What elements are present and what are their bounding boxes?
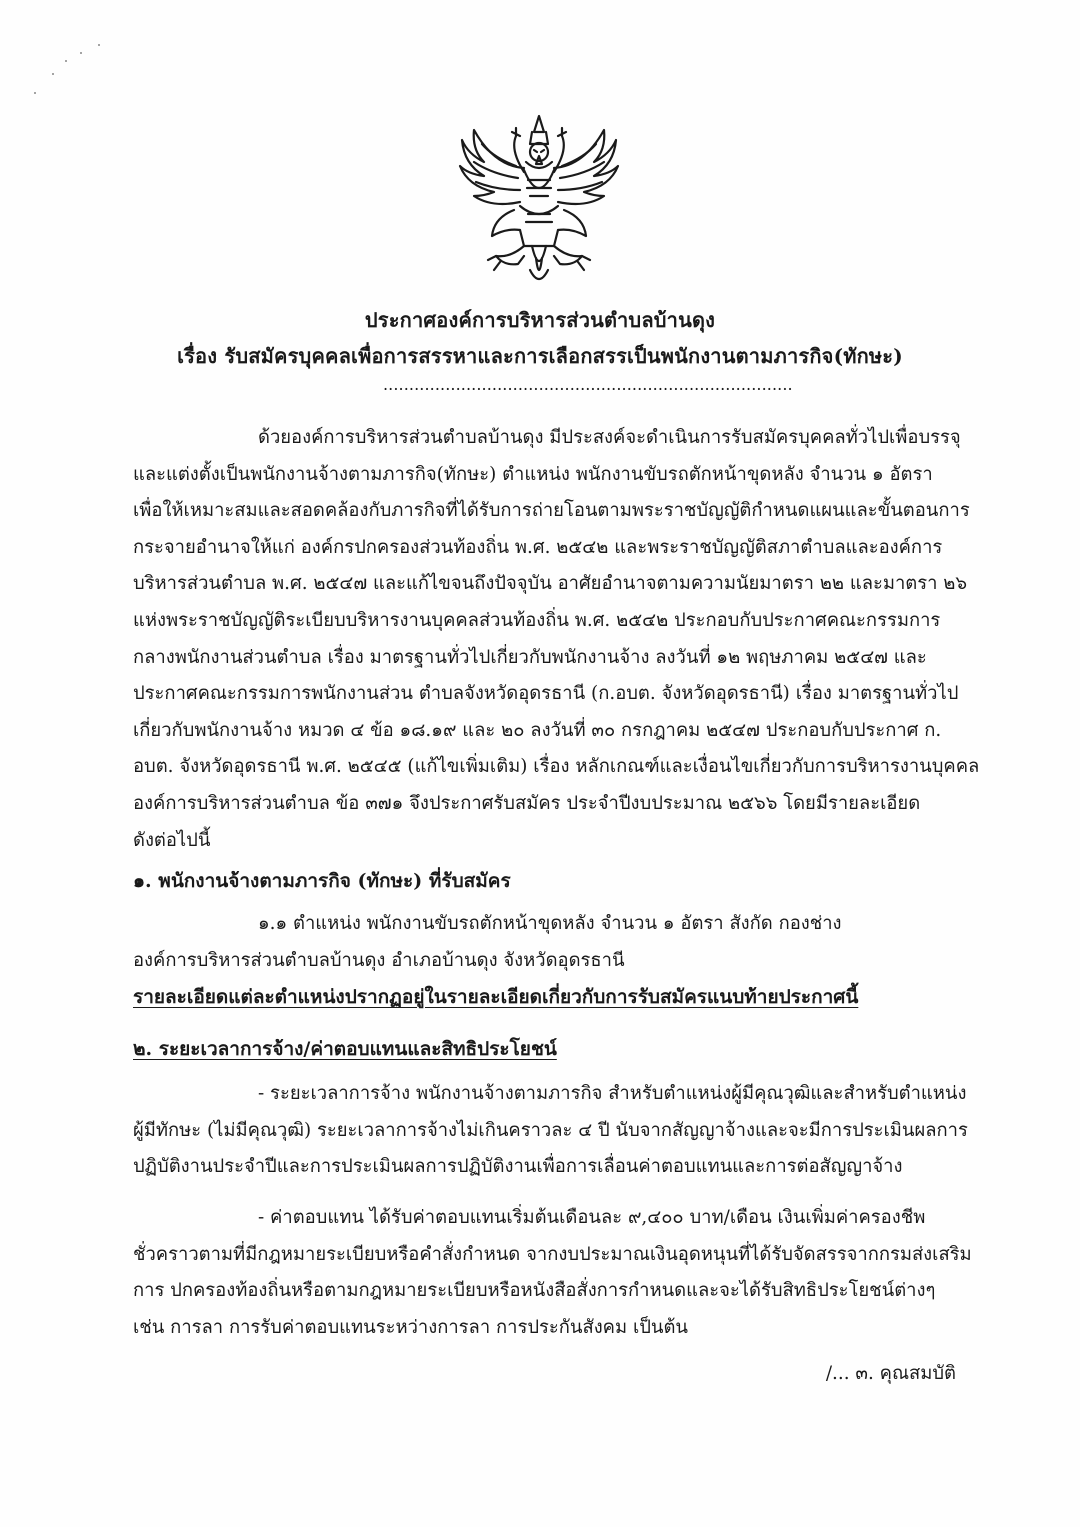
- issuer-title: ประกาศองค์การบริหารส่วนตำบลบ้านดุง: [364, 308, 716, 332]
- section-1-item: [133, 906, 953, 979]
- section-1-note: รายละเอียดแต่ละตำแหน่งปรากฏอยู่ในรายละเอียดเกี่ยวกับการรับสมัครแนบท้ายประกาศนี้: [133, 986, 859, 1008]
- garuda-emblem-icon: [454, 110, 624, 290]
- term-line: - ระยะเวลาการจ้าง พนักงานจ้างตามภารกิจ สำหรับตำแหน่งผู้มีคุณวุฒิและสำหรับตำแหน่ง: [258, 1083, 967, 1104]
- intro-line: แห่งพระราชบัญญัติระเบียบบริหารงานบุคคลส่วนท้องถิ่น พ.ศ. ๒๕๔๒ ประกอบกับประกาศคณะกรรมการ: [133, 609, 941, 631]
- section-1-heading: ๑. พนักงานจ้างตามภารกิจ (ทักษะ) ที่รับสมัคร: [133, 870, 511, 892]
- scan-speck: [80, 52, 82, 54]
- section-2-heading: ๒. ระยะเวลาการจ้าง/ค่าตอบแทนและสิทธิประโยชน์: [133, 1038, 557, 1060]
- pay-line: การ ปกครองท้องถิ่นหรือตามกฎหมายระเบียบหรือหนังสือสั่งการกำหนดและจะได้รับสิทธิประโยชน์ต่างๆ: [133, 1280, 936, 1302]
- term-line: ผู้มีทักษะ (ไม่มีคุณวุฒิ) ระยะเวลาการจ้างไม่เกินคราวละ ๔ ปี นับจากสัญญาจ้างและจะมีการประเมินผลการ: [133, 1119, 968, 1141]
- scan-speck: [98, 44, 100, 46]
- intro-line: ประกาศคณะกรรมการพนักงานส่วน ตำบลจังหวัดอุดรธานี (ก.อบต. จังหวัดอุดรธานี) เรื่อง มาตรฐานทั่วไป: [133, 683, 959, 705]
- announcement-subject: เรื่อง รับสมัครบุคคลเพื่อการสรรหาและการเลือกสรรเป็นพนักงานตามภารกิจ(ทักษะ): [177, 344, 903, 368]
- section-1-line: องค์การบริหารส่วนตำบลบ้านดุง อำเภอบ้านดุง จังหวัดอุดรธานี: [133, 949, 625, 971]
- pay-line: เช่น การลา การรับค่าตอบแทนระหว่างการลา การประกันสังคม เป็นต้น: [133, 1316, 688, 1338]
- intro-line: เกี่ยวกับพนักงานจ้าง หมวด ๔ ข้อ ๑๘.๑๙ และ ๒๐ ลงวันที่ ๓๐ กรกฎาคม ๒๕๔๗ ประกอบกับประกาศ ก.: [133, 719, 942, 741]
- intro-paragraph: [133, 420, 980, 859]
- intro-line: ด้วยองค์การบริหารส่วนตำบลบ้านดุง มีประสงค์จะดำเนินการรับสมัครบุคคลทั่วไปเพื่อบรรจุ: [258, 427, 961, 448]
- intro-line: เพื่อให้เหมาะสมและสอดคล้องกับภารกิจที่ได้รับการถ่ายโอนตามพระราชบัญญัติกำหนดแผนและขั้นตอนการ: [133, 500, 970, 522]
- intro-line: ดังต่อไปนี้: [133, 829, 211, 851]
- intro-line: และแต่งตั้งเป็นพนักงานจ้างตามภารกิจ(ทักษะ) ตำแหน่ง พนักงานขับรถตักหน้าขุดหลัง จำนวน ๑ อัตรา: [133, 463, 933, 485]
- intro-line: อบต. จังหวัดอุดรธานี พ.ศ. ๒๕๔๕ (แก้ไขเพิ่มเติม) เรื่อง หลักเกณฑ์และเงื่อนไขเกี่ยวกับการบริหารงานบุคคล: [133, 756, 980, 778]
- section-1-line: ๑.๑ ตำแหน่ง พนักงานขับรถตักหน้าขุดหลัง จำนวน ๑ อัตรา สังกัด กองช่าง: [258, 913, 842, 934]
- intro-line: บริหารส่วนตำบล พ.ศ. ๒๕๔๗ และแก้ไขจนถึงปัจจุบัน อาศัยอำนาจตามความนัยมาตรา ๒๒ และมาตรา ๒๖: [133, 573, 968, 595]
- pay-line: ชั่วคราวตามที่มีกฎหมายระเบียบหรือคำสั่งกำหนด จากงบประมาณเงินอุดหนุนที่ได้รับจัดสรรจากกรมส่งเสริม: [133, 1243, 972, 1265]
- section-2-pay-paragraph: [133, 1200, 972, 1346]
- scan-speck: [65, 60, 67, 62]
- scan-speck: [52, 73, 54, 75]
- pay-line: - ค่าตอบแทน ได้รับค่าตอบแทนเริ่มต้นเดือนละ ๙,๔๐๐ บาท/เดือน เงินเพิ่มค่าครองชีพ: [258, 1207, 926, 1228]
- intro-line: กลางพนักงานส่วนตำบล เรื่อง มาตรฐานทั่วไปเกี่ยวกับพนักงานจ้าง ลงวันที่ ๑๒ พฤษภาคม ๒๕๔๗ และ: [133, 646, 927, 668]
- term-line: ปฏิบัติงานประจำปีและการประเมินผลการปฏิบัติงานเพื่อการเลื่อนค่าตอบแทนและการต่อสัญญาจ้าง: [133, 1156, 903, 1178]
- section-2-term-paragraph: [133, 1076, 968, 1186]
- next-page-reference: /... ๓. คุณสมบัติ: [825, 1363, 956, 1384]
- intro-line: กระจายอำนาจให้แก่ องค์กรปกครองส่วนท้องถิ่น พ.ศ. ๒๕๔๒ และพระราชบัญญัติสภาตำบลและองค์การ: [133, 536, 943, 558]
- intro-line: องค์การบริหารส่วนตำบล ข้อ ๓๗๑ จึงประกาศรับสมัคร ประจำปีงบประมาณ ๒๕๖๖ โดยมีรายละเอียด: [133, 792, 921, 814]
- dotted-divider: ...............................................................................: [383, 375, 793, 394]
- scan-speck: [34, 92, 36, 94]
